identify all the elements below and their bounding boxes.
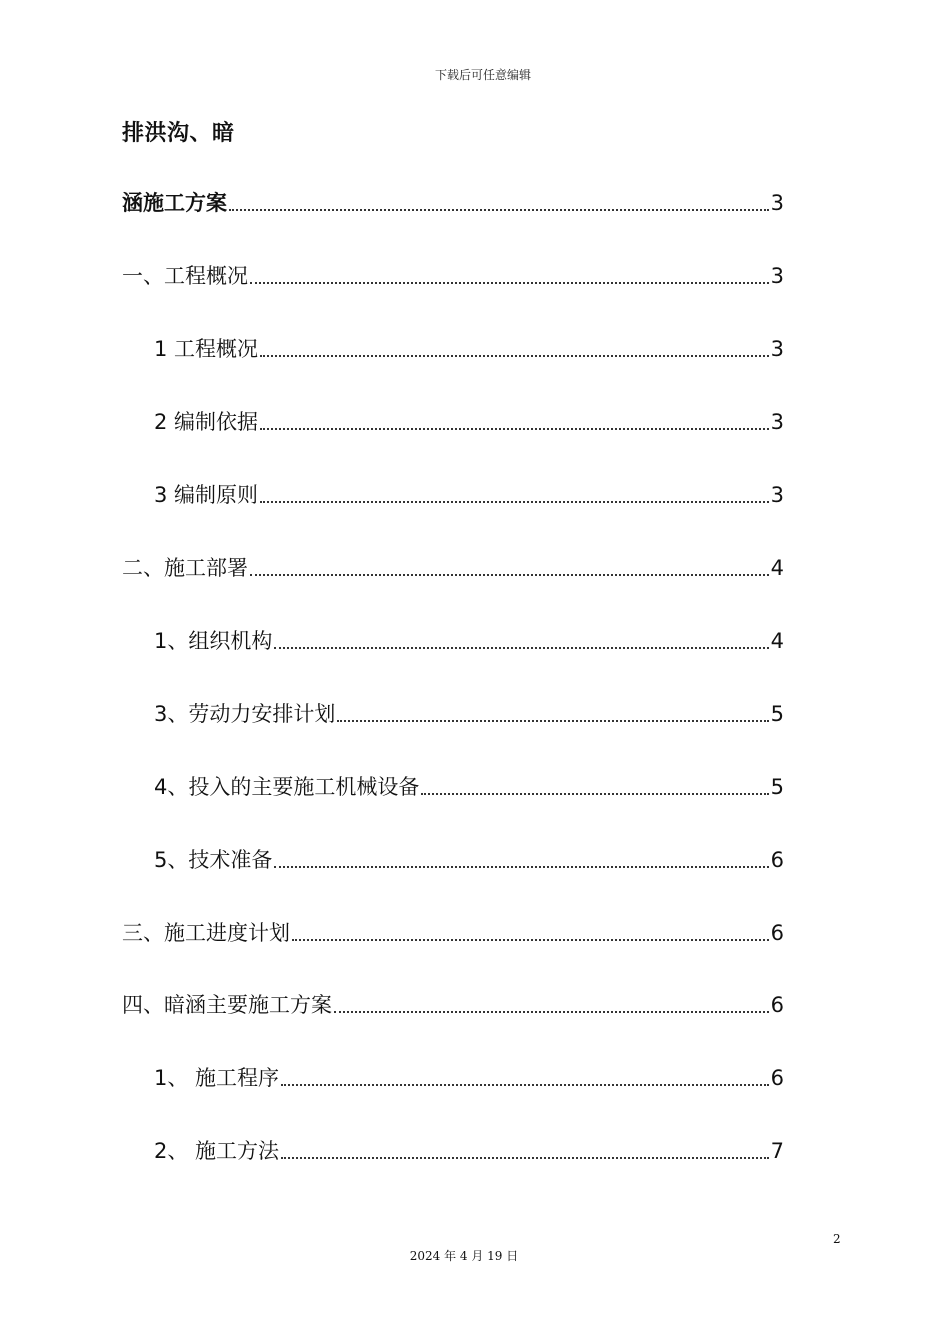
toc-entry-page: 5 [770, 775, 784, 799]
dot-leader [337, 720, 768, 722]
toc-entry-page: 6 [770, 921, 784, 945]
toc-entry-page: 6 [770, 1066, 784, 1090]
footer-date: 2024 年 4 月 19 日 [409, 1249, 519, 1263]
toc-entry-label: 三、施工进度计划 [122, 921, 290, 945]
dot-leader [281, 1157, 769, 1159]
dot-leader [274, 866, 768, 868]
toc-entry[interactable] [154, 407, 784, 437]
toc-entry[interactable] [154, 1063, 784, 1093]
toc-entry-label: 一、工程概况 [122, 264, 248, 288]
toc-entry-page: 4 [770, 556, 784, 580]
toc-entry[interactable] [154, 845, 784, 875]
toc-entry-page: 3 [770, 264, 784, 288]
toc-entry[interactable] [154, 772, 784, 802]
toc-entry-label: 1、 施工程序 [154, 1066, 280, 1090]
toc-entry[interactable] [122, 188, 784, 218]
dot-leader [334, 1011, 769, 1013]
toc-entry-label: 3 编制原则 [154, 483, 259, 507]
toc-entry[interactable] [122, 990, 784, 1020]
dot-leader [229, 209, 769, 211]
toc-entry[interactable] [154, 699, 784, 729]
toc-entry-page: 6 [770, 848, 784, 872]
toc-entry-page: 3 [770, 483, 784, 507]
page-number: 2 [833, 1232, 841, 1246]
toc-entry[interactable] [154, 334, 784, 364]
toc-entry-page: 6 [770, 993, 784, 1017]
toc-entry-label: 4、投入的主要施工机械设备 [154, 775, 420, 799]
toc-entry-label: 2、 施工方法 [154, 1139, 280, 1163]
toc-entry-page: 3 [770, 337, 784, 361]
toc-entry-label: 2 编制依据 [154, 410, 259, 434]
toc-entry[interactable] [122, 261, 784, 291]
dot-leader [250, 574, 769, 576]
toc-entry[interactable] [122, 553, 784, 583]
dot-leader [260, 501, 769, 503]
toc-entry-page: 5 [770, 702, 784, 726]
dot-leader [292, 939, 769, 941]
toc-entry[interactable] [154, 1136, 784, 1166]
toc-entry-label: 3、劳动力安排计划 [154, 702, 336, 726]
toc-entry[interactable] [122, 918, 784, 948]
toc-entry-label: 5、技术准备 [154, 848, 273, 872]
header-note: 下载后可任意编辑 [434, 68, 531, 82]
toc-entry-label: 二、施工部署 [122, 556, 248, 580]
dot-leader [281, 1084, 769, 1086]
toc-entry-page: 7 [770, 1139, 784, 1163]
toc-entry-label: 1 工程概况 [154, 337, 259, 361]
dot-leader [260, 428, 769, 430]
toc-entry[interactable] [154, 480, 784, 510]
toc-entry-label: 1、组织机构 [154, 629, 273, 653]
toc-entry-label: 四、暗涵主要施工方案 [122, 993, 332, 1017]
dot-leader [421, 793, 768, 795]
dot-leader [250, 282, 769, 284]
toc-entry-page: 4 [770, 629, 784, 653]
toc-entry-page: 3 [770, 191, 784, 215]
dot-leader [274, 647, 768, 649]
document-title: 排洪沟、暗 [122, 121, 235, 146]
dot-leader [260, 355, 769, 357]
toc-entry-label: 涵施工方案 [122, 191, 227, 215]
toc-entry[interactable] [154, 626, 784, 656]
toc-entry-page: 3 [770, 410, 784, 434]
